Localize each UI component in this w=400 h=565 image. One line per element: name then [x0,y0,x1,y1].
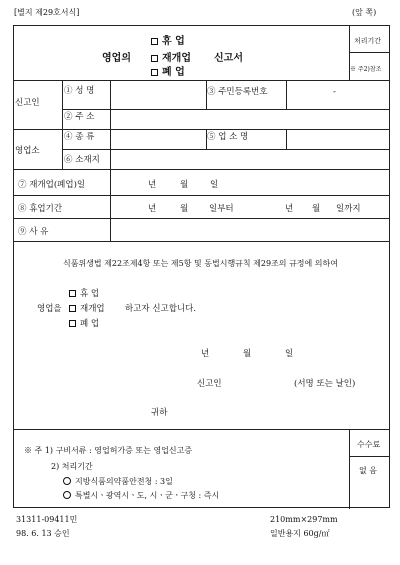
business-name-label: ⑤ 업 소 명 [207,132,249,142]
circle-icon [63,491,71,499]
processing-period-note: ※ 주2)참조 [350,66,382,73]
signer-label: 신고인 [197,379,222,389]
statement-date-day: 일 [285,349,294,359]
checkbox-reopen[interactable] [151,55,158,62]
processing-period-label: 처리기간 [354,37,382,45]
divider [349,456,389,457]
signature-note: (서명 또는 날인) [294,379,356,389]
closure-to-year: 년 [285,204,294,214]
legal-basis-text: 식품위생법 제22조제4항 또는 제5항 및 동법시행규칙 제29조의 규정에 의하여 [63,259,338,268]
title-option-suspend: 휴 업 [151,37,185,47]
closure-from-year: 년 [148,204,157,214]
closure-from-month: 월 [180,204,189,214]
paper-type: 일반용지 60g/㎡ [270,529,330,538]
paper-size: 210mm×297mm [270,515,338,524]
divider [14,429,389,430]
divider [62,109,389,110]
divider [14,195,389,196]
addressee-label: 귀하 [151,408,168,418]
divider [62,149,389,150]
divider [286,80,287,109]
closure-to-month: 월 [312,204,321,214]
business-group-label: 영업소 [15,146,40,156]
statement-option-close: 폐 업 [69,320,99,329]
circle-icon [63,477,71,485]
closure-period-label: ⑧ 휴업기간 [18,204,63,214]
statement-date-year: 년 [201,349,210,359]
statement-date-month: 월 [243,349,252,359]
checkbox-suspend[interactable] [69,290,76,297]
applicant-group-label: 신고인 [15,98,40,108]
checkbox-suspend[interactable] [151,38,158,45]
divider [14,218,389,219]
fee-value: 없 음 [359,466,377,475]
note-regional-office: 지방식품의약품안전청 : 3일 [63,477,173,486]
divider [349,429,350,509]
page-side-label: (앞 쪽) [352,8,377,17]
divider [14,80,389,81]
fee-label: 수수료 [357,440,381,449]
note-documents: ※ 주 1) 구비서류 : 영업허가증 또는 영업신고증 [24,446,193,455]
business-type-label: ④ 종 류 [64,132,95,142]
statement-option-reopen: 재개업 [69,305,105,314]
title-suffix: 신고서 [214,53,243,64]
reopen-year: 년 [148,180,157,190]
divider [14,129,389,130]
statement-option-suspend: 휴 업 [69,290,99,299]
form-number: [별지 제29호서식] [14,8,80,17]
closure-to-day: 일까지 [336,204,361,214]
name-label: ① 성 명 [64,86,95,96]
business-location-label: ⑥ 소재지 [64,155,100,165]
reopen-date-label: ⑦ 재개업(폐업)일 [18,180,86,190]
address-label: ② 주 소 [64,112,95,122]
checkbox-reopen[interactable] [69,305,76,312]
approval-date: 98. 6. 13 승인 [16,529,70,538]
divider [14,241,389,242]
note-local-government: 특별시ㆍ광역시ㆍ도, 시ㆍ군ㆍ구청 : 즉시 [63,491,219,500]
rrn-separator: - [333,87,336,97]
reason-label: ⑨ 사 유 [18,227,49,237]
form-code: 31311-09411민 [16,515,78,524]
title-option-close: 폐 업 [151,68,185,78]
reopen-month: 월 [180,180,189,190]
title-prefix: 영업의 [102,53,131,64]
checkbox-close[interactable] [151,69,158,76]
closure-from-day: 일부터 [209,204,234,214]
reopen-day: 일 [210,180,219,190]
title-option-reopen: 재개업 [151,54,191,64]
statement-prefix: 영업을 [37,304,62,314]
divider [14,169,389,170]
divider [349,52,389,53]
divider [110,80,111,241]
rrn-label: ③ 주민등록번호 [207,87,268,97]
statement-suffix: 하고자 신고합니다. [125,304,197,314]
divider [62,80,63,169]
divider [286,129,287,149]
note-processing-period: 2) 처리기간 [51,462,93,471]
checkbox-close[interactable] [69,320,76,327]
